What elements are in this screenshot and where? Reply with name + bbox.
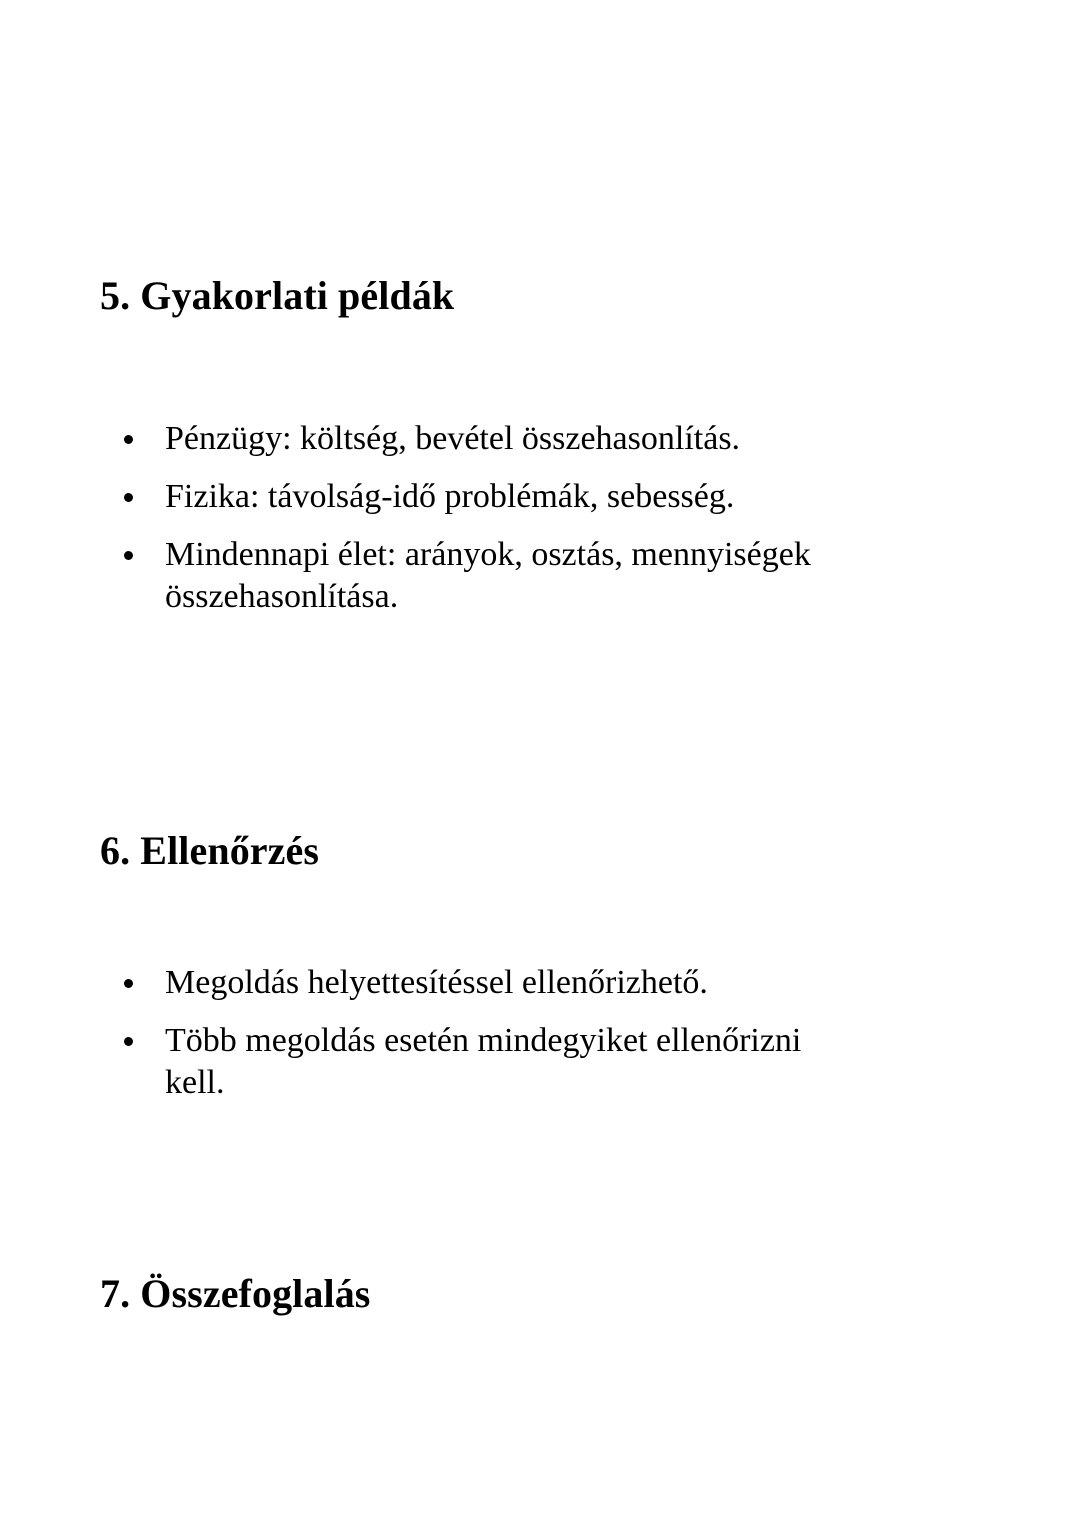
section-heading-ellenorzes: 6. Ellenőrzés [100, 828, 320, 874]
list-item [100, 1020, 900, 1104]
bullet-point-icon [124, 1037, 133, 1046]
bullet-list-ellenorzes [100, 962, 900, 1104]
bullet-point-icon [124, 435, 133, 444]
list-item-label: Több megoldás esetén mindegyiket ellenőrizni kell. [165, 1022, 802, 1101]
bullet-point-icon [124, 551, 133, 560]
bullet-list-gyakorlati-peldak [100, 418, 900, 618]
list-item [100, 418, 900, 460]
bullet-point-icon [124, 493, 133, 502]
list-item [100, 962, 900, 1004]
section-heading-gyakorlati-peldak: 5. Gyakorlati példák [100, 273, 455, 319]
list-item-label: Megoldás helyettesítéssel ellenőrizhető. [165, 964, 708, 1001]
list-item-label: Fizika: távolság-idő problémák, sebesség. [165, 478, 735, 515]
list-item-label: Pénzügy: költség, bevétel összehasonlítás. [165, 420, 741, 457]
list-item [100, 476, 900, 518]
section-heading-osszefoglalas: 7. Összefoglalás [100, 1271, 371, 1317]
bullet-point-icon [124, 979, 133, 988]
list-item [100, 534, 900, 618]
list-item-label: Mindennapi élet: arányok, osztás, mennyiségek összehasonlítása. [165, 536, 811, 615]
